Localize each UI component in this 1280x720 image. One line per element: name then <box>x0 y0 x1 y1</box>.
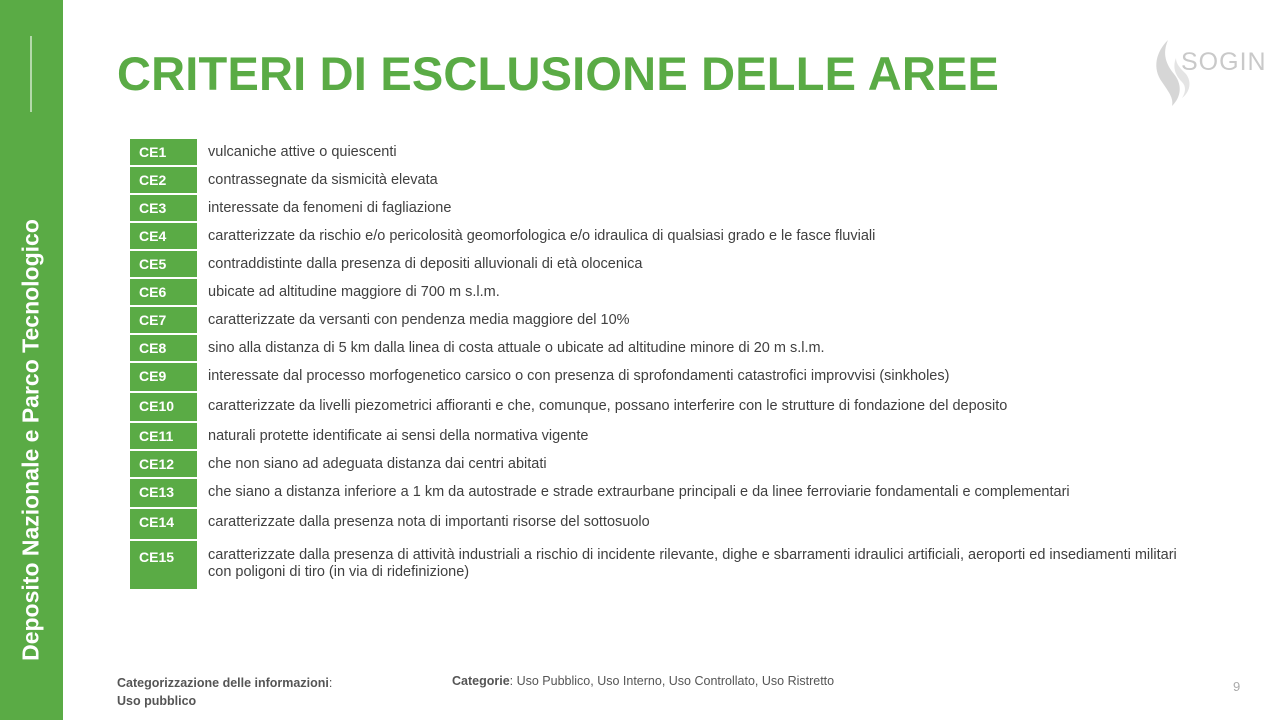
categories-label: Categorie <box>452 674 510 688</box>
criteria-row-ce2 <box>130 167 1190 193</box>
criteria-description: contrassegnate da sismicità elevata <box>208 172 438 188</box>
criteria-description: caratterizzate da rischio e/o pericolosità geomorfologica e/o idraulica di qualsiasi grado e le fasce fluviali <box>208 228 876 244</box>
sidebar <box>0 0 63 720</box>
criteria-row-ce15 <box>130 541 1190 589</box>
criteria-list <box>130 139 1190 591</box>
criteria-code: CE8 <box>130 335 197 361</box>
criteria-description: caratterizzate dalla presenza nota di importanti risorse del sottosuolo <box>208 514 650 530</box>
page-number: 9 <box>1233 679 1241 694</box>
criteria-code: CE1 <box>130 139 197 165</box>
criteria-row-ce12 <box>130 451 1190 477</box>
criteria-row-ce1 <box>130 139 1190 165</box>
classification-value: Uso pubblico <box>117 694 197 708</box>
criteria-description: vulcaniche attive o quiescenti <box>208 144 397 160</box>
criteria-description: caratterizzate da versanti con pendenza media maggiore del 10% <box>208 312 630 328</box>
criteria-row-ce5 <box>130 251 1190 277</box>
criteria-description: ubicate ad altitudine maggiore di 700 m s.l.m. <box>208 284 500 300</box>
criteria-code: CE5 <box>130 251 197 277</box>
criteria-row-ce14 <box>130 509 1190 539</box>
categories-value: Uso Pubblico, Uso Interno, Uso Controllato, Uso Ristretto <box>516 674 835 688</box>
page-title: CRITERI DI ESCLUSIONE DELLE AREE <box>117 47 1000 100</box>
footer-classification: Categorizzazione delle informazioni: Uso pubblico <box>117 676 333 708</box>
footer-categories: Categorie: Uso Pubblico, Uso Interno, Uso Controllato, Uso Ristretto <box>452 674 835 688</box>
criteria-description: caratterizzate da livelli piezometrici affioranti e che, comunque, possano interferire con le strutture di fondazione del deposito <box>208 398 1008 414</box>
sogin-logo-text: SOGIN <box>1181 48 1267 76</box>
criteria-code: CE12 <box>130 451 197 477</box>
criteria-row-ce4 <box>130 223 1190 249</box>
criteria-code: CE9 <box>130 363 197 391</box>
criteria-code: CE13 <box>130 479 197 507</box>
criteria-code: CE4 <box>130 223 197 249</box>
criteria-row-ce7 <box>130 307 1190 333</box>
criteria-code: CE7 <box>130 307 197 333</box>
criteria-description: caratterizzate dalla presenza di attività industriali a rischio di incidente rilevante, dighe e sbarramenti idraulici artificiali, aeroporti ed insediamenti militari con poligoni di tiro (in via di ridefinizione) <box>208 547 1177 580</box>
criteria-row-ce8 <box>130 335 1190 361</box>
criteria-code: CE11 <box>130 423 197 449</box>
sidebar-divider <box>30 36 32 112</box>
criteria-description: interessate dal processo morfogenetico carsico o con presenza di sprofondamenti catastrofici improvvisi (sinkholes) <box>208 368 950 384</box>
criteria-code: CE10 <box>130 393 197 421</box>
criteria-code: CE14 <box>130 509 197 539</box>
criteria-row-ce10 <box>130 393 1190 421</box>
criteria-description: contraddistinte dalla presenza di depositi alluvionali di età olocenica <box>208 256 643 272</box>
criteria-row-ce6 <box>130 279 1190 305</box>
criteria-description: naturali protette identificate ai sensi della normativa vigente <box>208 428 589 444</box>
criteria-description: interessate da fenomeni di fagliazione <box>208 200 452 216</box>
criteria-code: CE2 <box>130 167 197 193</box>
criteria-row-ce13 <box>130 479 1190 507</box>
criteria-code: CE6 <box>130 279 197 305</box>
criteria-description: che non siano ad adeguata distanza dai centri abitati <box>208 456 547 472</box>
criteria-row-ce9 <box>130 363 1190 391</box>
criteria-description: sino alla distanza di 5 km dalla linea di costa attuale o ubicate ad altitudine minore di 20 m s.l.m. <box>208 340 825 356</box>
classification-label: Categorizzazione delle informazioni <box>117 676 329 690</box>
criteria-code: CE15 <box>130 541 197 589</box>
criteria-row-ce11 <box>130 423 1190 449</box>
criteria-description: che siano a distanza inferiore a 1 km da autostrade e strade extraurbane principali e da linee ferroviarie fondamentali e complementari <box>208 484 1070 500</box>
sidebar-title: Deposito Nazionale e Parco Tecnologico <box>17 219 44 661</box>
criteria-code: CE3 <box>130 195 197 221</box>
criteria-row-ce3 <box>130 195 1190 221</box>
